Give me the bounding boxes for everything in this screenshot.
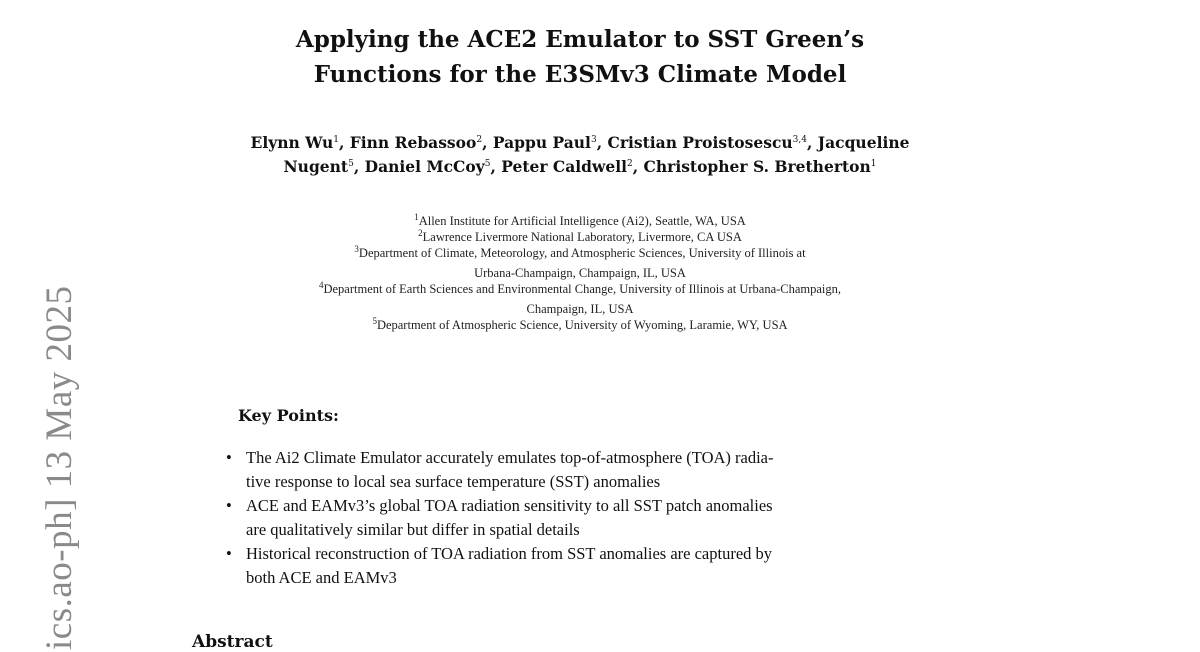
- affiliation-continuation: Urbana-Champaign, Champaign, IL, USA: [474, 266, 686, 280]
- affiliation-continuation: Champaign, IL, USA: [526, 302, 634, 316]
- abstract-heading: Abstract: [192, 632, 273, 652]
- title-line: Applying the ACE2 Emulator to SST Green’s: [295, 26, 865, 53]
- author-affil-sup: 1: [333, 134, 339, 145]
- key-point-line: are qualitatively similar but differ in spatial details: [246, 520, 580, 539]
- author-affil-sup: 5: [484, 158, 491, 169]
- arxiv-side-stamp: ics.ao-ph] 13 May 2025: [39, 285, 80, 650]
- affil-text: Allen Institute for Artificial Intelligence (Ai2), Seattle, WA, USA: [418, 214, 746, 228]
- author-name: Peter Caldwell: [501, 157, 628, 176]
- author-affil-sup: 2: [476, 134, 483, 145]
- author-line: Nugent$^5$, Daniel McCoy$^5$, Peter Caldwell$^2$, Christopher S. Bretherton$^1$: [283, 157, 877, 176]
- author-line: Elynn Wu$^1$, Finn Rebassoo$^2$, Pappu Paul$^3$, Cristian Proistosescu$^{3,4}$, Jacqueline: [250, 133, 910, 152]
- author-affil-sup: 3,4: [792, 134, 807, 145]
- author-name: Pappu Paul: [492, 133, 591, 152]
- author-name-part: Nugent: [283, 157, 349, 176]
- key-point-line: both ACE and EAMv3: [246, 568, 397, 587]
- key-point-line: tive response to local sea surface temperature (SST) anomalies: [246, 472, 661, 491]
- author-name: Cristian Proistosescu: [607, 133, 793, 152]
- affil-sup: 1: [414, 211, 419, 222]
- affil-sup: 4: [318, 279, 324, 290]
- affil-sup: 2: [418, 227, 423, 238]
- author-name: Elynn Wu: [250, 133, 334, 152]
- affiliation: [0, 229, 1160, 245]
- affil-text: Department of Atmospheric Science, University of Wyoming, Laramie, WY, USA: [376, 318, 788, 332]
- author-name: Finn Rebassoo: [349, 133, 477, 152]
- author-affil-sup: 2: [627, 158, 633, 169]
- author-affil-sup: 5: [348, 158, 354, 169]
- affil-text: Department of Climate, Meteorology, and Atmospheric Sciences, University of Illinois at: [358, 246, 806, 260]
- key-point: [222, 494, 942, 542]
- bullet-icon: •: [226, 496, 232, 515]
- author-affil-sup: 3: [590, 134, 597, 145]
- key-point-line: Historical reconstruction of TOA radiation from SST anomalies are captured by: [246, 544, 773, 563]
- affil-text: Lawrence Livermore National Laboratory, Livermore, CA USA: [422, 230, 742, 244]
- affiliation: [0, 245, 1160, 261]
- affiliations: [0, 213, 1160, 333]
- affiliation: [0, 281, 1160, 297]
- key-point-line: ACE and EAMv3’s global TOA radiation sensitivity to all SST patch anomalies: [246, 496, 773, 515]
- bullet-icon: •: [226, 448, 232, 467]
- author-name-part: Jacqueline: [817, 133, 910, 152]
- affil-sup: 3: [354, 243, 359, 254]
- key-point: [222, 542, 942, 590]
- author-affil-sup: 1: [870, 158, 877, 169]
- key-point: [222, 446, 942, 494]
- author-name: Daniel McCoy: [364, 157, 485, 176]
- key-points-list: [222, 446, 942, 590]
- affil-sup: 5: [372, 315, 377, 326]
- key-point-line: The Ai2 Climate Emulator accurately emulates top-of-atmosphere (TOA) radia-: [246, 448, 774, 467]
- title-line: Functions for the E3SMv3 Climate Model: [313, 61, 847, 88]
- key-points-heading: Key Points:: [238, 406, 339, 425]
- author-name: Christopher S. Bretherton: [643, 157, 871, 176]
- affiliation: [0, 213, 1160, 229]
- bullet-icon: •: [226, 544, 232, 563]
- paper-title: [0, 22, 1160, 92]
- affil-text: Department of Earth Sciences and Environmental Change, University of Illinois at Urbana-Champaign,: [323, 282, 842, 296]
- author-list: [0, 131, 1160, 179]
- affiliation: [0, 317, 1160, 333]
